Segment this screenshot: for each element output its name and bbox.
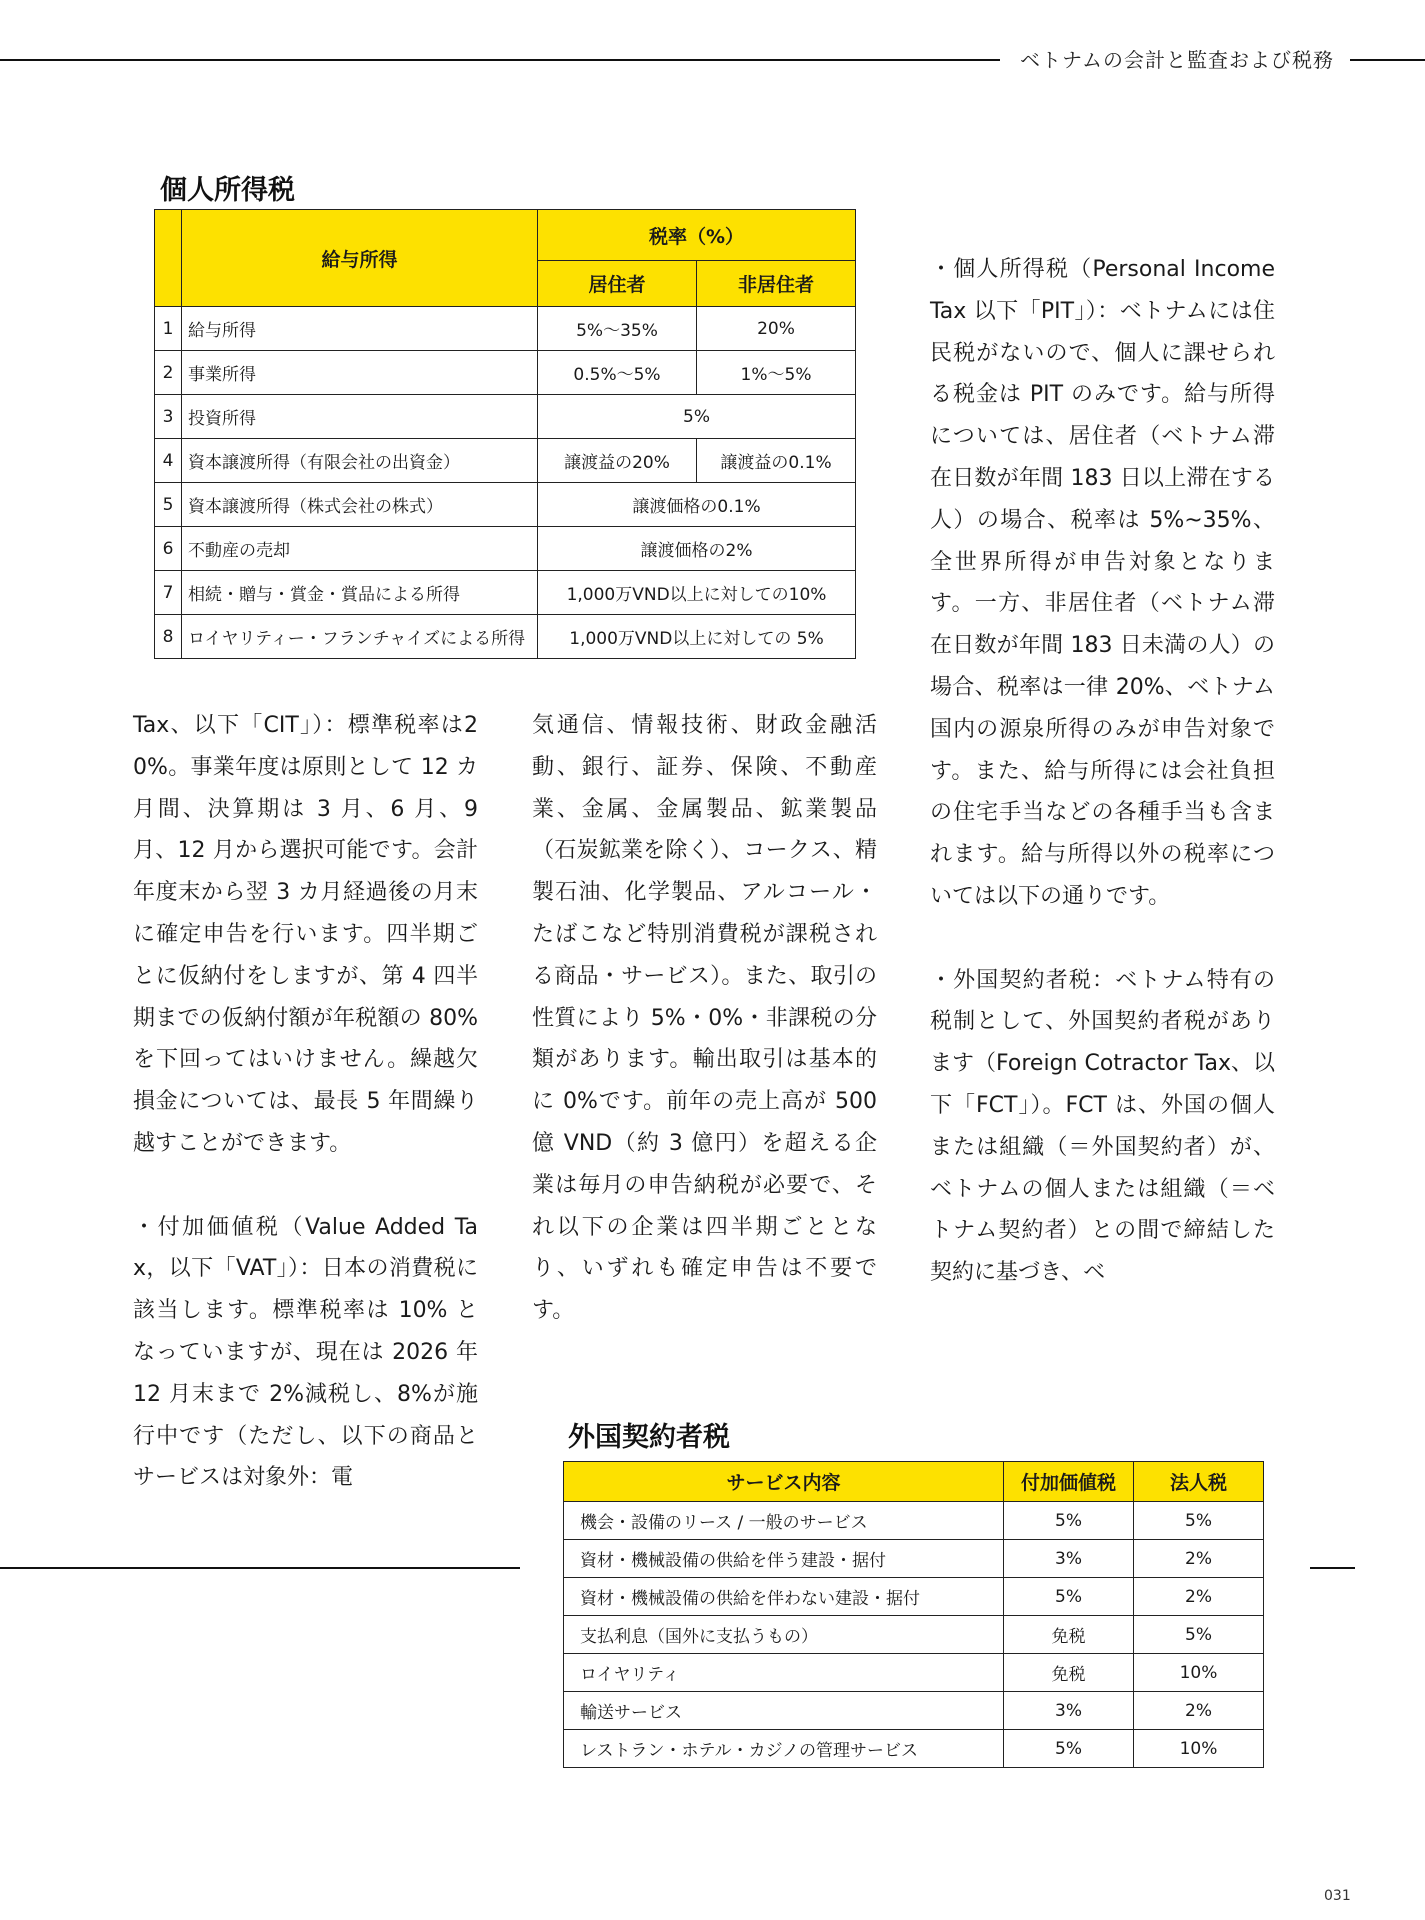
income-type: ロイヤリティー・フランチャイズによる所得 — [182, 615, 538, 659]
table-row — [155, 571, 856, 615]
pit-head-rate: 税率（%） — [538, 210, 856, 261]
income-type: 投資所得 — [182, 395, 538, 439]
header-rule-right — [1350, 59, 1425, 61]
pit-table — [154, 209, 856, 659]
shared-rate: 譲渡価格の2% — [538, 527, 856, 571]
fct-table — [563, 1461, 1264, 1768]
row-number: 1 — [155, 307, 182, 351]
vat-rate: 3% — [1004, 1692, 1134, 1730]
vat-rate: 3% — [1004, 1540, 1134, 1578]
lower-rule-right — [1310, 1567, 1355, 1569]
table-row — [155, 395, 856, 439]
body-column-1 — [133, 705, 478, 1499]
body-column-2 — [532, 705, 877, 1332]
table-row — [155, 483, 856, 527]
resident-rate: 5%～35% — [538, 307, 697, 351]
service-name: 機会・設備のリース / 一般のサービス — [564, 1502, 1004, 1540]
table-row — [155, 307, 856, 351]
service-name: 資材・機械設備の供給を伴う建設・据付 — [564, 1540, 1004, 1578]
row-number: 3 — [155, 395, 182, 439]
shared-rate: 5% — [538, 395, 856, 439]
fct-paragraph: ・外国契約者税：ベトナム特有の税制として、外国契約者税があります（Foreign Cotractor Tax、以下「FCT」）。FCT は、外国の個人または組織（＝外国契約者）が、ベトナムの個人または組織（＝ベトナム契約者）との間で締結した契約に基づき、ベ — [930, 967, 1275, 1286]
row-number: 8 — [155, 615, 182, 659]
row-number: 5 — [155, 483, 182, 527]
header-rule-left — [0, 59, 1000, 61]
lower-rule-left — [0, 1567, 520, 1569]
cit-rate: 2% — [1134, 1578, 1264, 1616]
fct-head-vat: 付加価値税 — [1004, 1462, 1134, 1502]
table-row — [564, 1502, 1264, 1540]
resident-rate: 譲渡益の20% — [538, 439, 697, 483]
running-header-title: ベトナムの会計と監査および税務 — [1020, 48, 1334, 72]
page-number: 031 — [1324, 1888, 1351, 1904]
row-number: 2 — [155, 351, 182, 395]
pit-head-income: 給与所得 — [182, 210, 538, 307]
shared-rate: 譲渡価格の0.1% — [538, 483, 856, 527]
service-name: 資材・機械設備の供給を伴わない建設・据付 — [564, 1578, 1004, 1616]
nonresident-rate: 譲渡益の0.1% — [697, 439, 856, 483]
vat-paragraph: ・付加価値税（Value Added Tax，以下「VAT」）：日本の消費税に該当します。標準税率は 10% となっていますが、現在は 2026 年 12 月末まで 2%減税し、8%が施行中です（ただし、以下の商品とサービスは対象外：電 — [133, 1214, 478, 1491]
cit-rate: 10% — [1134, 1654, 1264, 1692]
fct-head-service: サービス内容 — [564, 1462, 1004, 1502]
cit-rate: 5% — [1134, 1616, 1264, 1654]
table-row — [155, 351, 856, 395]
vat-rate: 5% — [1004, 1730, 1134, 1768]
pit-head-nonresident: 非居住者 — [697, 261, 856, 307]
table-row — [564, 1730, 1264, 1768]
service-name: 輸送サービス — [564, 1692, 1004, 1730]
shared-rate: 1,000万VND以上に対しての 5% — [538, 615, 856, 659]
income-type: 事業所得 — [182, 351, 538, 395]
service-name: レストラン・ホテル・カジノの管理サービス — [564, 1730, 1004, 1768]
vat-rate: 免税 — [1004, 1616, 1134, 1654]
service-name: 支払利息（国外に支払うもの） — [564, 1616, 1004, 1654]
vat-rate: 5% — [1004, 1502, 1134, 1540]
table-row — [155, 527, 856, 571]
row-number: 4 — [155, 439, 182, 483]
table-row — [564, 1692, 1264, 1730]
income-type: 資本譲渡所得（株式会社の株式） — [182, 483, 538, 527]
resident-rate: 0.5%～5% — [538, 351, 697, 395]
income-type: 不動産の売却 — [182, 527, 538, 571]
table-row — [155, 439, 856, 483]
fct-head-cit: 法人税 — [1134, 1462, 1264, 1502]
cit-rate: 2% — [1134, 1692, 1264, 1730]
table-row — [564, 1654, 1264, 1692]
table-row — [564, 1540, 1264, 1578]
row-number: 6 — [155, 527, 182, 571]
pit-head-resident: 居住者 — [538, 261, 697, 307]
row-number: 7 — [155, 571, 182, 615]
income-type: 給与所得 — [182, 307, 538, 351]
fct-table-title: 外国契約者税 — [568, 1422, 730, 1453]
table-row — [564, 1578, 1264, 1616]
pit-head-blank — [155, 210, 182, 307]
table-row — [155, 615, 856, 659]
shared-rate: 1,000万VND以上に対しての10% — [538, 571, 856, 615]
vat-continued-paragraph: 気通信、情報技術、財政金融活動、銀行、証券、保険、不動産業、金属、金属製品、鉱業製品（石炭鉱業を除く）、コークス、精製石油、化学製品、アルコール・たばこなど特別消費税が課税される商品・サービス）。また、取引の性質により 5%・0%・非課税の分類があります。輸出取引は基本的に 0%です。前年の売上高が 500 億 VND（約 3 億円）を超える企業は毎月の申告納税が必要で、それ以下の企業は四半期ごととなり、いずれも確定申告は不要です。 — [532, 713, 877, 1324]
cit-paragraph: Tax、以下「CIT」）：標準税率は20%。事業年度は原則として 12 カ月間、決算期は 3 月、6 月、9 月、12 月から選択可能です。会計年度末から翌 3 カ月経過後の月末に確定申告を行います。四半期ごとに仮納付をしますが、第 4 四半期までの仮納付額が年税額の 80% を下回ってはいけません。繰越欠損金については、最長 5 年間繰り越すことができます。 — [133, 713, 478, 1156]
cit-rate: 5% — [1134, 1502, 1264, 1540]
vat-rate: 免税 — [1004, 1654, 1134, 1692]
body-column-3 — [930, 249, 1275, 1294]
pit-table-title: 個人所得税 — [160, 175, 295, 206]
table-row — [564, 1616, 1264, 1654]
vat-rate: 5% — [1004, 1578, 1134, 1616]
nonresident-rate: 20% — [697, 307, 856, 351]
income-type: 資本譲渡所得（有限会社の出資金） — [182, 439, 538, 483]
pit-paragraph: ・個人所得税（Personal Income Tax 以下「PIT」）：ベトナムには住民税がないので、個人に課せられる税金は PIT のみです。給与所得については、居住者（ベトナム滞在日数が年間 183 日以上滞在する人）の場合、税率は 5%~35%、全世界所得が申告対象となります。一方、非居住者（ベトナム滞在日数が年間 183 日未満の人）の場合、税率は一律 20%、ベトナム国内の源泉所得のみが申告対象です。また、給与所得には会社負担の住宅手当などの各種手当も含まれます。給与所得以外の税率については以下の通りです。 — [930, 257, 1275, 909]
cit-rate: 10% — [1134, 1730, 1264, 1768]
cit-rate: 2% — [1134, 1540, 1264, 1578]
income-type: 相続・贈与・賞金・賞品による所得 — [182, 571, 538, 615]
nonresident-rate: 1%～5% — [697, 351, 856, 395]
service-name: ロイヤリティ — [564, 1654, 1004, 1692]
